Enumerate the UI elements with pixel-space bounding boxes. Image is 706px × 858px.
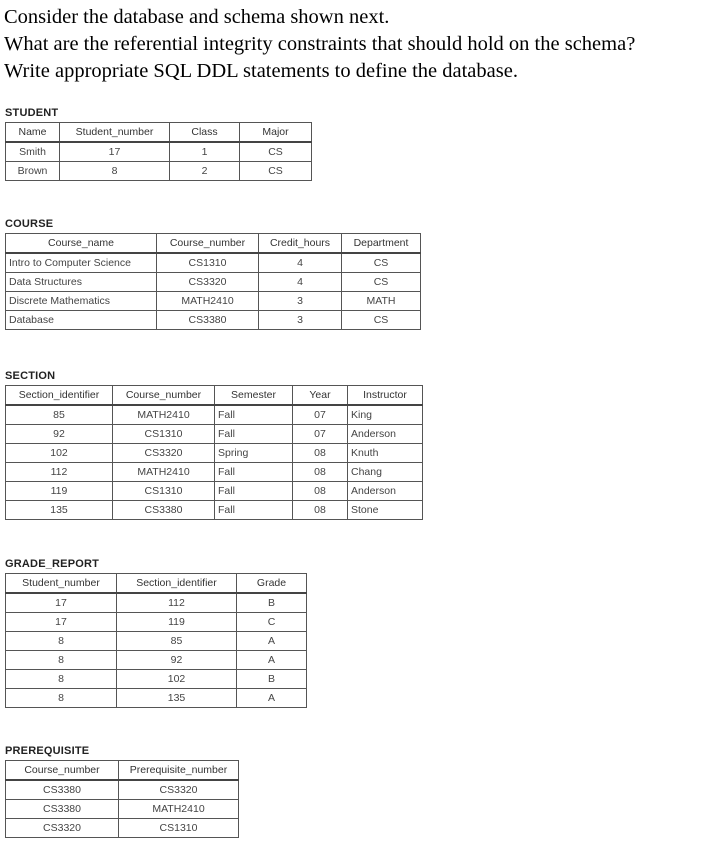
table-cell: 08: [293, 501, 348, 520]
table-cell: 102: [6, 444, 113, 463]
table-cell: Anderson: [348, 482, 423, 501]
table-cell: Knuth: [348, 444, 423, 463]
table-cell: CS3380: [6, 780, 119, 800]
table-cell: 92: [117, 651, 237, 670]
table-cell: 17: [6, 593, 117, 613]
table-cell: 2: [170, 162, 240, 181]
table-cell: 8: [6, 651, 117, 670]
table-cell: Stone: [348, 501, 423, 520]
table-cell: CS: [240, 162, 312, 181]
table-cell: Fall: [215, 425, 293, 444]
table-cell: Intro to Computer Science: [6, 253, 157, 273]
column-header: Year: [293, 386, 348, 406]
column-header: Credit_hours: [259, 234, 342, 254]
table-cell: 3: [259, 311, 342, 330]
table-cell: Database: [6, 311, 157, 330]
table-cell: CS: [342, 273, 421, 292]
column-header: Semester: [215, 386, 293, 406]
table-cell: 119: [117, 613, 237, 632]
course-table-block: [5, 218, 421, 330]
table-cell: CS: [342, 253, 421, 273]
table-cell: 85: [6, 405, 113, 425]
table-cell: 4: [259, 273, 342, 292]
table-cell: 8: [6, 632, 117, 651]
column-header: Class: [170, 123, 240, 143]
grade-report-header-row: [6, 574, 307, 594]
table-cell: CS1310: [119, 819, 239, 838]
table-cell: CS3380: [157, 311, 259, 330]
table-cell: CS3320: [6, 819, 119, 838]
table-cell: 8: [6, 670, 117, 689]
table-row: [6, 613, 307, 632]
grade-report-table: [5, 573, 307, 708]
table-cell: 08: [293, 463, 348, 482]
table-cell: Fall: [215, 501, 293, 520]
table-cell: Fall: [215, 482, 293, 501]
table-cell: 92: [6, 425, 113, 444]
column-header: Section_identifier: [6, 386, 113, 406]
table-cell: B: [237, 593, 307, 613]
prerequisite-table-block: [5, 745, 239, 838]
prerequisite-header-row: [6, 761, 239, 781]
table-row: [6, 482, 423, 501]
section-table-title: SECTION: [5, 370, 56, 382]
prerequisite-table: [5, 760, 239, 838]
table-cell: King: [348, 405, 423, 425]
column-header: Department: [342, 234, 421, 254]
table-cell: CS: [342, 311, 421, 330]
table-cell: 85: [117, 632, 237, 651]
prerequisite-table-title: PREREQUISITE: [5, 745, 90, 757]
question-line-2: What are the referential integrity constraints that should hold on the schema?: [4, 33, 636, 55]
table-row: [6, 632, 307, 651]
table-row: [6, 273, 421, 292]
table-cell: Fall: [215, 405, 293, 425]
table-cell: A: [237, 689, 307, 708]
table-row: [6, 670, 307, 689]
table-cell: MATH2410: [113, 405, 215, 425]
table-cell: Data Structures: [6, 273, 157, 292]
table-cell: 07: [293, 405, 348, 425]
table-row: [6, 162, 312, 181]
column-header: Course_name: [6, 234, 157, 254]
table-cell: C: [237, 613, 307, 632]
table-cell: CS3380: [113, 501, 215, 520]
table-cell: CS1310: [113, 425, 215, 444]
question-text: [4, 4, 704, 85]
section-header-row: [6, 386, 423, 406]
table-cell: CS3380: [6, 800, 119, 819]
student-table-title: STUDENT: [5, 107, 59, 119]
table-cell: 8: [60, 162, 170, 181]
table-row: [6, 444, 423, 463]
column-header: Course_number: [157, 234, 259, 254]
table-row: [6, 463, 423, 482]
column-header: Name: [6, 123, 60, 143]
table-cell: MATH2410: [119, 800, 239, 819]
table-cell: Chang: [348, 463, 423, 482]
student-table-block: [5, 107, 312, 181]
table-row: [6, 651, 307, 670]
table-cell: 4: [259, 253, 342, 273]
column-header: Grade: [237, 574, 307, 594]
table-cell: 17: [60, 142, 170, 162]
section-table-block: [5, 370, 423, 520]
table-cell: 119: [6, 482, 113, 501]
table-cell: 07: [293, 425, 348, 444]
question-line-3: Write appropriate SQL DDL statements to define the database.: [4, 60, 518, 82]
table-row: [6, 311, 421, 330]
question-line-1: Consider the database and schema shown next.: [4, 6, 390, 28]
table-cell: CS1310: [157, 253, 259, 273]
table-cell: CS1310: [113, 482, 215, 501]
column-header: Instructor: [348, 386, 423, 406]
table-cell: Anderson: [348, 425, 423, 444]
column-header: Course_number: [6, 761, 119, 781]
table-row: [6, 292, 421, 311]
table-cell: 08: [293, 444, 348, 463]
table-cell: MATH2410: [113, 463, 215, 482]
student-table: [5, 122, 312, 181]
table-cell: CS3320: [119, 780, 239, 800]
column-header: Major: [240, 123, 312, 143]
table-row: [6, 425, 423, 444]
table-cell: A: [237, 651, 307, 670]
column-header: Course_number: [113, 386, 215, 406]
table-cell: 1: [170, 142, 240, 162]
table-cell: 102: [117, 670, 237, 689]
table-cell: CS3320: [157, 273, 259, 292]
table-row: [6, 593, 307, 613]
column-header: Prerequisite_number: [119, 761, 239, 781]
table-cell: 17: [6, 613, 117, 632]
course-header-row: [6, 234, 421, 254]
grade-report-table-block: [5, 558, 307, 708]
table-cell: 135: [6, 501, 113, 520]
table-cell: Fall: [215, 463, 293, 482]
table-row: [6, 780, 239, 800]
table-cell: Smith: [6, 142, 60, 162]
grade-report-table-title: GRADE_REPORT: [5, 558, 100, 570]
table-row: [6, 405, 423, 425]
table-cell: Brown: [6, 162, 60, 181]
section-table: [5, 385, 423, 520]
column-header: Student_number: [60, 123, 170, 143]
table-cell: CS3320: [113, 444, 215, 463]
table-row: [6, 800, 239, 819]
table-row: [6, 501, 423, 520]
table-cell: MATH: [342, 292, 421, 311]
course-table: [5, 233, 421, 330]
table-cell: CS: [240, 142, 312, 162]
table-cell: 112: [117, 593, 237, 613]
table-cell: Discrete Mathematics: [6, 292, 157, 311]
table-cell: 8: [6, 689, 117, 708]
table-cell: MATH2410: [157, 292, 259, 311]
table-cell: 3: [259, 292, 342, 311]
table-cell: 08: [293, 482, 348, 501]
table-row: [6, 689, 307, 708]
column-header: Student_number: [6, 574, 117, 594]
table-row: [6, 142, 312, 162]
student-header-row: [6, 123, 312, 143]
table-cell: A: [237, 632, 307, 651]
column-header: Section_identifier: [117, 574, 237, 594]
table-cell: 112: [6, 463, 113, 482]
table-cell: Spring: [215, 444, 293, 463]
table-row: [6, 253, 421, 273]
course-table-title: COURSE: [5, 218, 54, 230]
table-cell: B: [237, 670, 307, 689]
table-cell: 135: [117, 689, 237, 708]
table-row: [6, 819, 239, 838]
